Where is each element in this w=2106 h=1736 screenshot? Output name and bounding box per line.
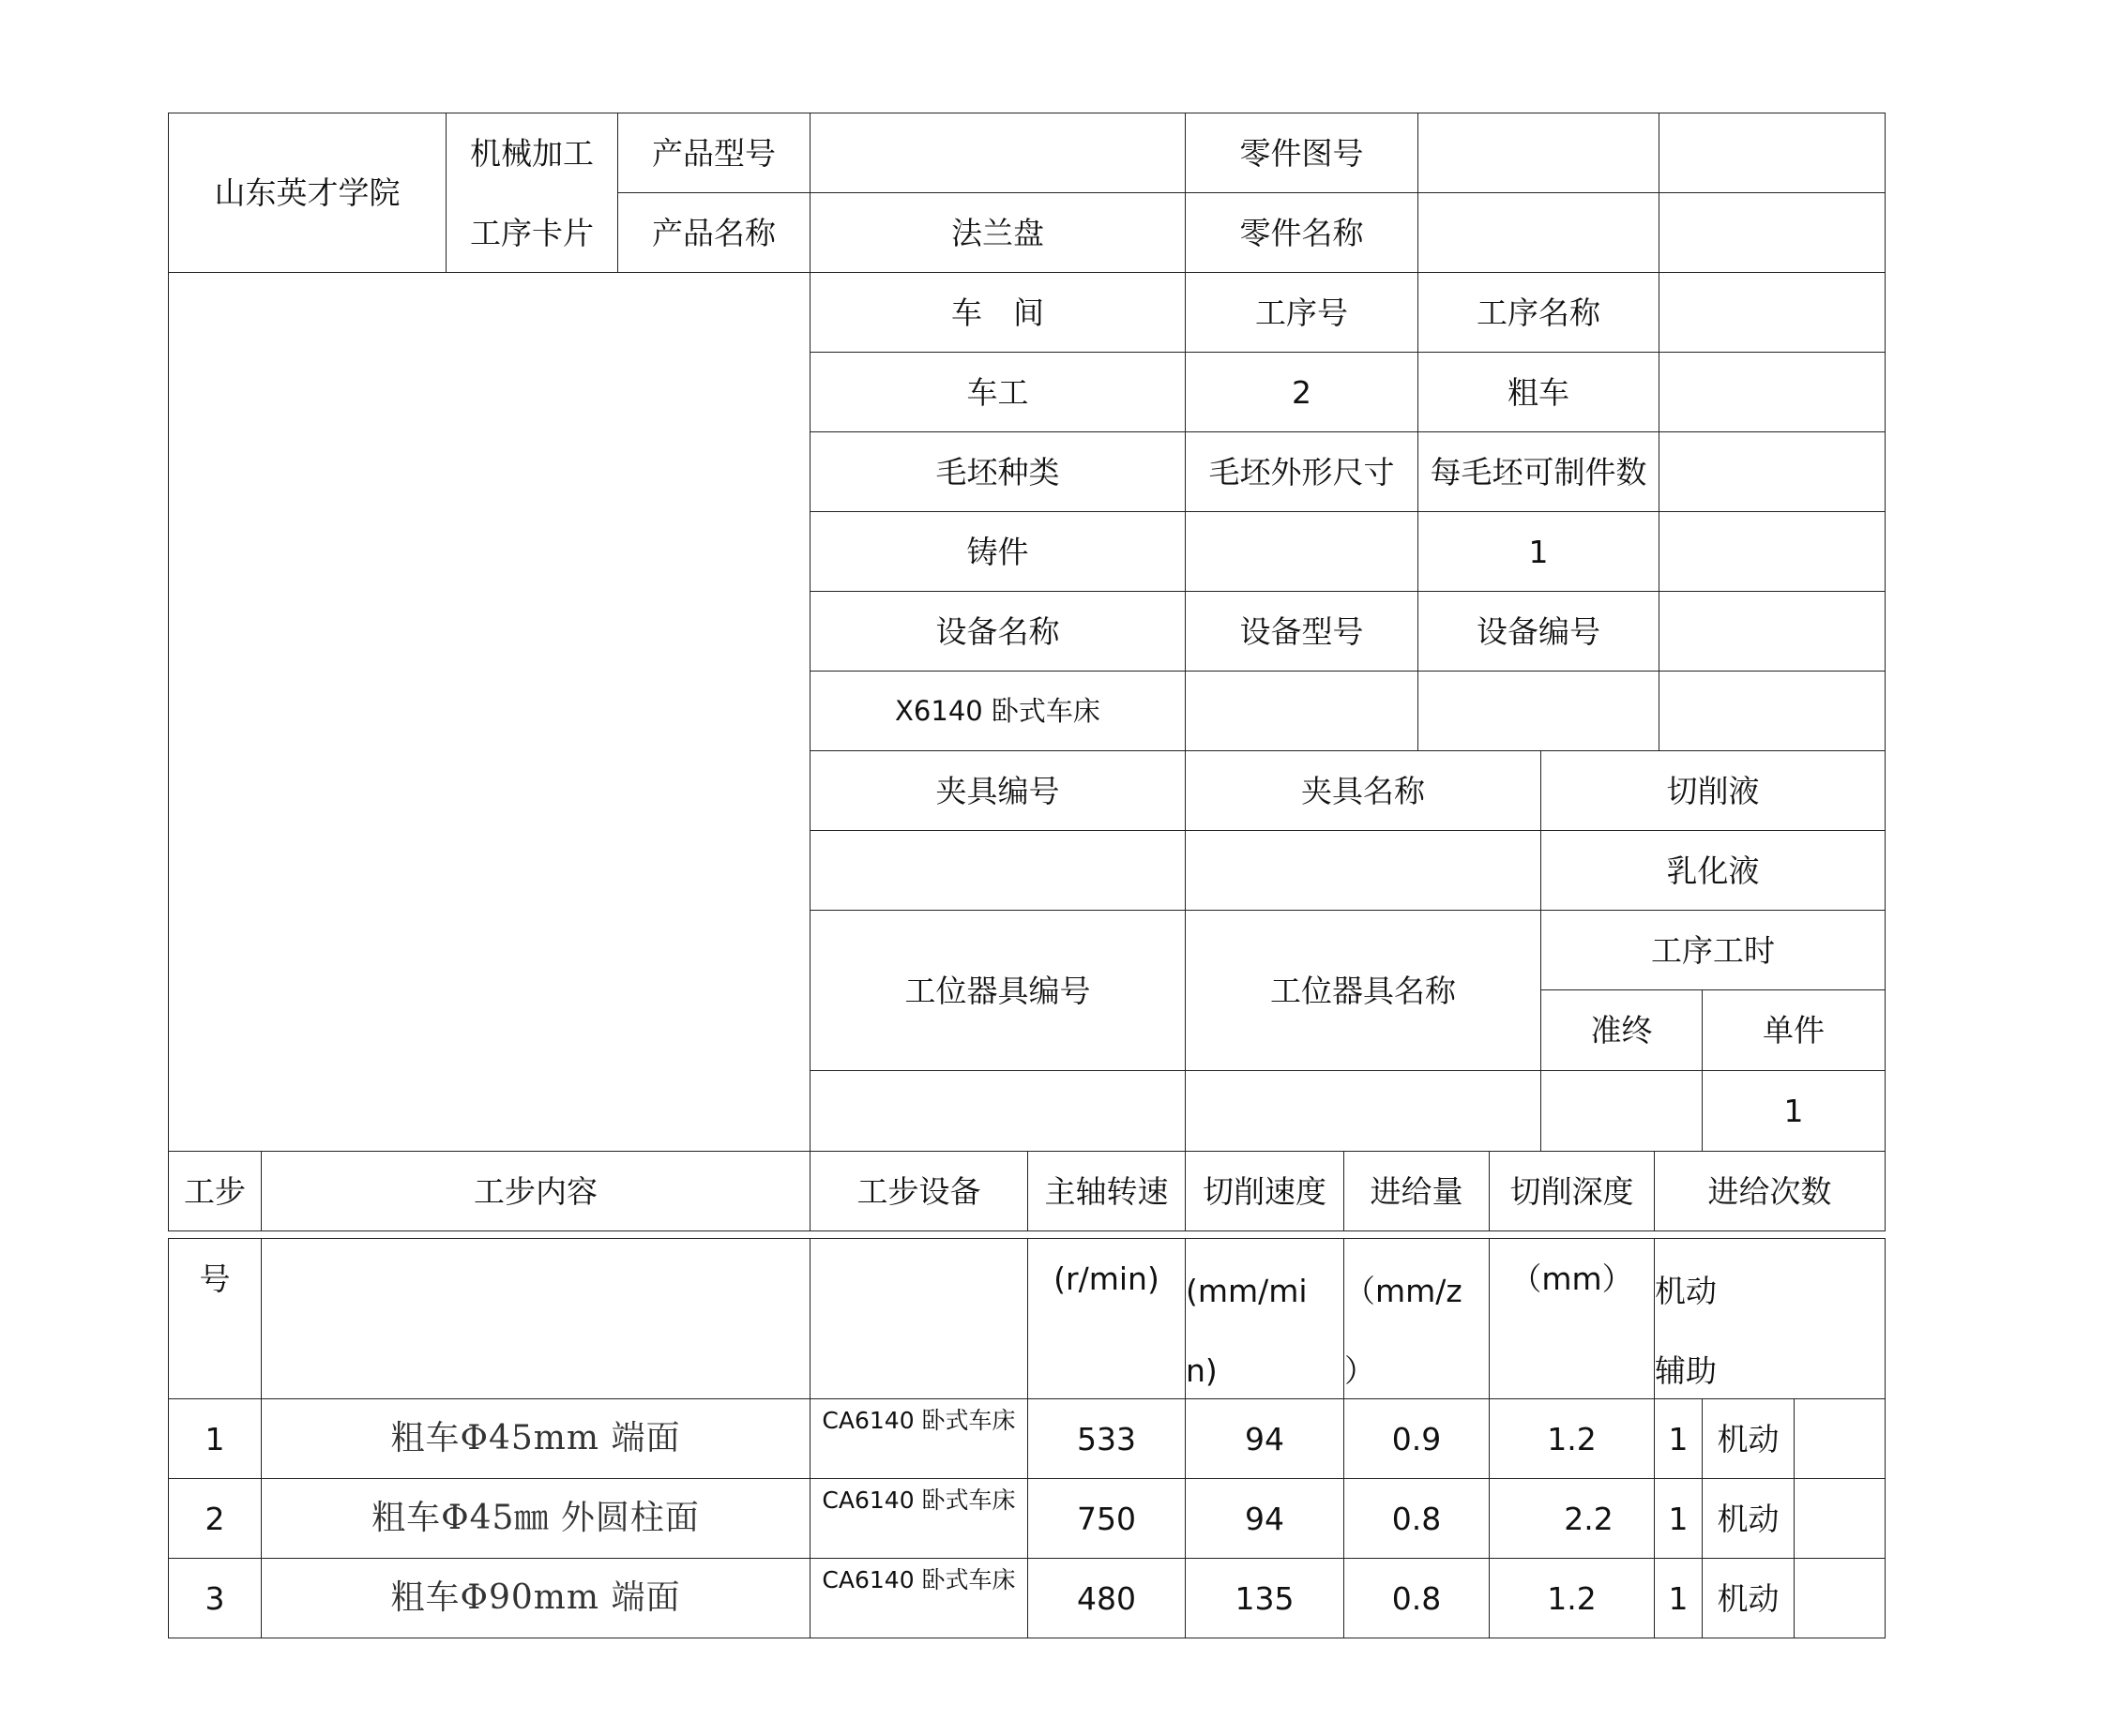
- equipment-model-value: [1185, 671, 1418, 751]
- table-row-feed: 0.8: [1343, 1478, 1490, 1559]
- table-row-equipment: CA6140 卧式车床: [810, 1478, 1028, 1559]
- th-equipment-blank: [810, 1238, 1028, 1399]
- workshop-value: 车工: [810, 352, 1186, 432]
- table-row-feed: 0.8: [1343, 1558, 1490, 1638]
- product-name-label: 产品名称: [617, 192, 811, 273]
- th-passes-aux: 辅助: [1655, 1352, 1717, 1389]
- card-title-line1: 机械加工: [470, 134, 594, 172]
- table-row-equipment: CA6140 卧式车床: [810, 1398, 1028, 1479]
- station-tool-name-value: [1185, 1070, 1541, 1152]
- info-blank-r2: [1659, 352, 1886, 432]
- process-name-value: 粗车: [1417, 352, 1659, 432]
- table-row-no: 3: [168, 1558, 262, 1638]
- blank-type-value: 铸件: [810, 511, 1186, 592]
- table-row-content: 粗车Φ45mm 端面: [261, 1398, 811, 1479]
- card-title: [446, 113, 618, 273]
- th-feed-unit: [1343, 1238, 1490, 1399]
- table-row-depth: 1.2: [1489, 1398, 1655, 1479]
- table-row-content: 粗车Φ90mm 端面: [261, 1558, 811, 1638]
- unit-time-label: 单件: [1702, 989, 1886, 1071]
- info-blank-r5: [1659, 591, 1886, 672]
- table-row-passes: 1: [1654, 1398, 1703, 1479]
- th-cutting-unit: [1185, 1238, 1344, 1399]
- table-row-aux: [1794, 1478, 1886, 1559]
- info-blank-r6: [1659, 671, 1886, 751]
- station-tool-no-label: 工位器具编号: [810, 910, 1186, 1071]
- product-model-label: 产品型号: [617, 113, 811, 193]
- th-feed: 进给量: [1343, 1151, 1490, 1231]
- th-passes: 进给次数: [1654, 1151, 1886, 1231]
- th-step-content: 工步内容: [261, 1151, 811, 1231]
- th-cutting-unit-line1: (mm/mi: [1186, 1273, 1308, 1309]
- table-row-mode: 机动: [1702, 1558, 1795, 1638]
- info-blank-r3: [1659, 431, 1886, 512]
- table-row-no: 2: [168, 1478, 262, 1559]
- th-cutting-speed: 切削速度: [1185, 1151, 1344, 1231]
- table-row-passes: 1: [1654, 1478, 1703, 1559]
- school-name: 山东英才学院: [168, 113, 447, 273]
- th-cutting-unit-line2: n): [1186, 1352, 1218, 1389]
- th-depth-unit: （mm）: [1489, 1238, 1655, 1399]
- th-depth: 切削深度: [1489, 1151, 1655, 1231]
- blank-type-label: 毛坯种类: [810, 431, 1186, 512]
- table-row-aux: [1794, 1398, 1886, 1479]
- table-row-no: 1: [168, 1398, 262, 1479]
- th-feed-unit-line2: ）: [1344, 1352, 1375, 1389]
- fixture-name-label: 夹具名称: [1185, 750, 1541, 831]
- th-step-equipment: 工步设备: [810, 1151, 1028, 1231]
- header-blank-2: [1659, 192, 1886, 273]
- part-drawing-no-value: [1417, 113, 1659, 193]
- station-tool-name-label: 工位器具名称: [1185, 910, 1541, 1071]
- table-row-speed: 533: [1027, 1398, 1186, 1479]
- table-row-cut-speed: 94: [1185, 1398, 1344, 1479]
- fixture-no-value: [810, 830, 1186, 911]
- table-row-equipment: CA6140 卧式车床: [810, 1558, 1028, 1638]
- fixture-no-label: 夹具编号: [810, 750, 1186, 831]
- table-row-feed: 0.9: [1343, 1398, 1490, 1479]
- blank-size-value: [1185, 511, 1418, 592]
- table-row-speed: 480: [1027, 1558, 1186, 1638]
- th-passes-modes: [1654, 1238, 1886, 1399]
- equipment-no-value: [1417, 671, 1659, 751]
- part-drawing-no-label: 零件图号: [1185, 113, 1418, 193]
- table-row-mode: 机动: [1702, 1478, 1795, 1559]
- coolant-label: 切削液: [1540, 750, 1886, 831]
- table-row-speed: 750: [1027, 1478, 1186, 1559]
- table-row-depth: 2.2: [1489, 1478, 1655, 1559]
- product-model-value: [810, 113, 1186, 193]
- table-row-cut-speed: 135: [1185, 1558, 1344, 1638]
- th-content-blank: [261, 1238, 811, 1399]
- th-spindle-speed: 主轴转速: [1027, 1151, 1186, 1231]
- fixture-name-value: [1185, 830, 1541, 911]
- th-passes-motor: 机动: [1655, 1273, 1717, 1309]
- process-sketch-area: [168, 272, 811, 1152]
- table-row-depth: 1.2: [1489, 1558, 1655, 1638]
- info-blank-r4: [1659, 511, 1886, 592]
- equipment-no-label: 设备编号: [1417, 591, 1659, 672]
- th-spindle-unit: (r/min): [1027, 1238, 1186, 1399]
- header-blank-1: [1659, 113, 1886, 193]
- coolant-value: 乳化液: [1540, 830, 1886, 911]
- equipment-name-label: 设备名称: [810, 591, 1186, 672]
- table-row-mode: 机动: [1702, 1398, 1795, 1479]
- table-row-passes: 1: [1654, 1558, 1703, 1638]
- table-row-content: 粗车Φ45㎜ 外圆柱面: [261, 1478, 811, 1559]
- table-row-cut-speed: 94: [1185, 1478, 1344, 1559]
- th-step-no-cont: 号: [168, 1238, 262, 1399]
- equipment-model-label: 设备型号: [1185, 591, 1418, 672]
- setup-time-label: 准终: [1540, 989, 1703, 1071]
- part-name-value: [1417, 192, 1659, 273]
- setup-time-value: [1540, 1070, 1703, 1152]
- equipment-name-value: X6140 卧式车床: [810, 671, 1186, 751]
- parts-per-blank-value: 1: [1417, 511, 1659, 592]
- parts-per-blank-label: 每毛坯可制件数: [1417, 431, 1659, 512]
- product-name-value: 法兰盘: [810, 192, 1186, 273]
- process-no-label: 工序号: [1185, 272, 1418, 353]
- th-feed-unit-line1: （mm/z: [1344, 1273, 1462, 1309]
- process-no-value: 2: [1185, 352, 1418, 432]
- info-blank-r1: [1659, 272, 1886, 353]
- th-step-no: 工步: [168, 1151, 262, 1231]
- part-name-label: 零件名称: [1185, 192, 1418, 273]
- card-title-line2: 工序卡片: [470, 214, 594, 251]
- workshop-label: 车 间: [810, 272, 1186, 353]
- table-row-aux: [1794, 1558, 1886, 1638]
- unit-time-value: 1: [1702, 1070, 1886, 1152]
- blank-size-label: 毛坯外形尺寸: [1185, 431, 1418, 512]
- station-tool-no-value: [810, 1070, 1186, 1152]
- process-time-label: 工序工时: [1540, 910, 1886, 990]
- process-name-label: 工序名称: [1417, 272, 1659, 353]
